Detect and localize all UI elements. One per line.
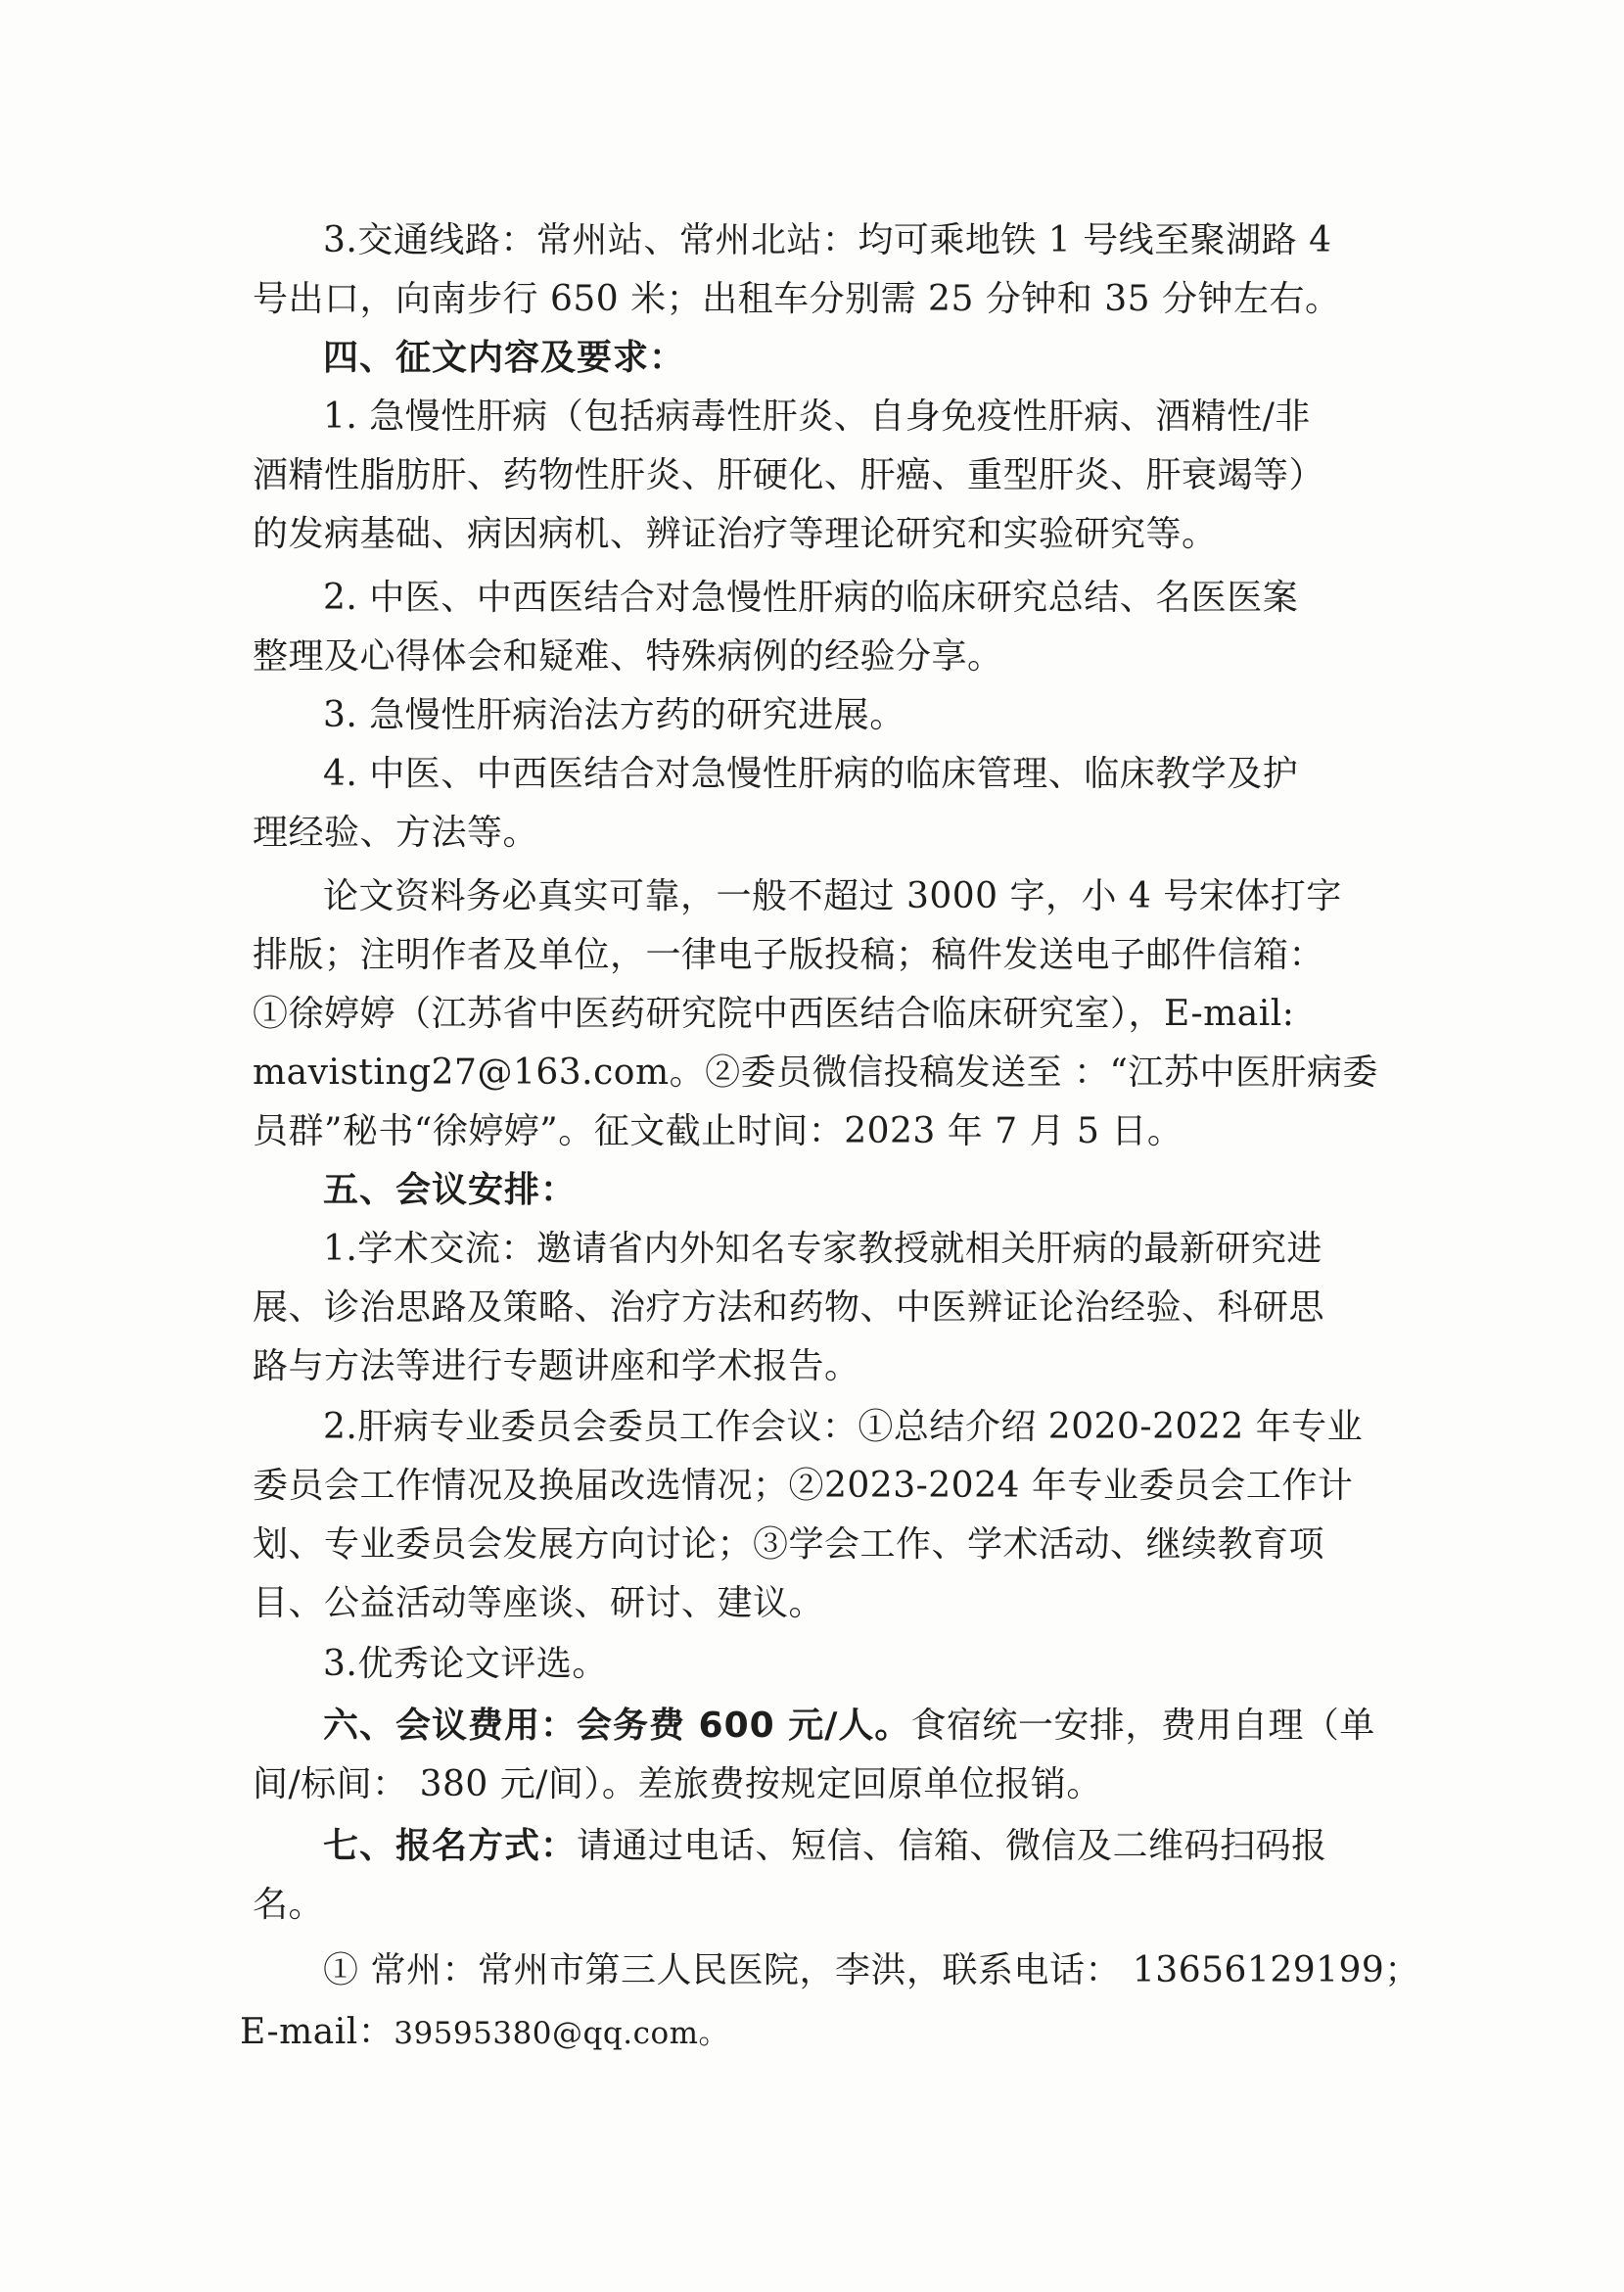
sec5-item2-line3: 划、专业委员会发展方向讨论；③学会工作、学术活动、继续教育项: [253, 1524, 1325, 1565]
sec4-item3: 3. 急慢性肝病治法方药的研究进展。: [323, 695, 905, 735]
sec5-item2-line4: 目、公益活动等座谈、研讨、建议。: [253, 1583, 825, 1623]
sec4-item2-line1: 2. 中医、中西医结合对急慢性肝病的临床研究总结、名医医案: [323, 578, 1299, 618]
submission-note-line3: ①徐婷婷（江苏省中医药研究院中西医结合临床研究室），E-mail:: [253, 994, 1295, 1034]
submission-note-line4: mavisting27@163.com。②委员微信投稿发送至 ：“江苏中医肝病委: [253, 1052, 1378, 1093]
sec4-item2-line2: 整理及心得体会和疑难、特殊病例的经验分享。: [253, 636, 1003, 677]
submission-note-line2: 排版；注明作者及单位，一律电子版投稿；稿件发送电子邮件信箱：: [253, 935, 1325, 975]
contact-email-line: [240, 2012, 729, 2052]
sec5-item1-line2: 展、诊治思路及策略、治疗方法和药物、中医辨证论治经验、科研思: [253, 1287, 1325, 1328]
registration-line2: 名。: [253, 1885, 325, 1925]
sec5-item2-line2: 委员会工作情况及换届改选情况；②2023-2024 年专业委员会工作计: [253, 1466, 1354, 1506]
sec4-item1-line1: 1. 急慢性肝病（包括病毒性肝炎、自身免疫性肝病、酒精性/非: [323, 397, 1311, 437]
registration-line1-rest: 请通过电话、短信、信箱、微信及二维码扫码报: [577, 1826, 1327, 1866]
sec5-item1-line3: 路与方法等进行专题讲座和学术报告。: [253, 1346, 860, 1386]
contact-email-label: E-mail：: [240, 2012, 394, 2052]
submission-note-line5: 员群”秘书“徐婷婷”。征文截止时间：2023 年 7 月 5 日。: [253, 1111, 1183, 1151]
section-7-heading: 七、报名方式：: [323, 1826, 578, 1866]
conference-fee: 会务费 600 元/人。: [577, 1706, 911, 1746]
sec5-item2-line1: 2.肝病专业委员会委员工作会议：①总结介绍 2020-2022 年专业: [323, 1407, 1364, 1447]
transport-line-1: 3.交通线路：常州站、常州北站：均可乘地铁 1 号线至聚湖路 4: [323, 220, 1332, 260]
fees-line1: [323, 1708, 1375, 1744]
contact-email: 39595380@qq.com。: [394, 2016, 729, 2051]
registration-line1: [323, 1826, 1327, 1866]
sec4-item1-line3: 的发病基础、病因病机、辨证治疗等理论研究和实验研究等。: [253, 514, 1218, 554]
transport-line-2: 号出口，向南步行 650 米；出租车分别需 25 分钟和 35 分钟左右。: [253, 279, 1341, 319]
sec4-item4-line1: 4. 中医、中西医结合对急慢性肝病的临床管理、临床教学及护: [323, 754, 1299, 794]
section-5-heading: 五、会议安排：: [323, 1170, 578, 1210]
submission-note-line1: 论文资料务必真实可靠，一般不超过 3000 字，小 4 号宋体打字: [323, 876, 1342, 916]
sec5-item1-line1: 1.学术交流：邀请省内外知名专家教授就相关肝病的最新研究进: [323, 1229, 1322, 1269]
sec4-item4-line2: 理经验、方法等。: [253, 813, 539, 853]
fees-line1-rest: 食宿统一安排，费用自理（单: [910, 1706, 1375, 1746]
section-4-heading: 四、征文内容及要求：: [323, 338, 686, 378]
contact-changzhou: ① 常州：常州市第三人民医院，李洪，联系电话： 13656129199；: [323, 1950, 1420, 1990]
fees-line2: 间/标间： 380 元/间）。差旅费按规定回原单位报销。: [253, 1764, 1102, 1804]
section-6-heading: 六、会议费用：: [323, 1706, 578, 1746]
sec5-item3: 3.优秀论文评选。: [323, 1644, 608, 1684]
sec4-item1-line2: 酒精性脂肪肝、药物性肝炎、肝硬化、肝癌、重型肝炎、肝衰竭等）: [253, 455, 1325, 495]
